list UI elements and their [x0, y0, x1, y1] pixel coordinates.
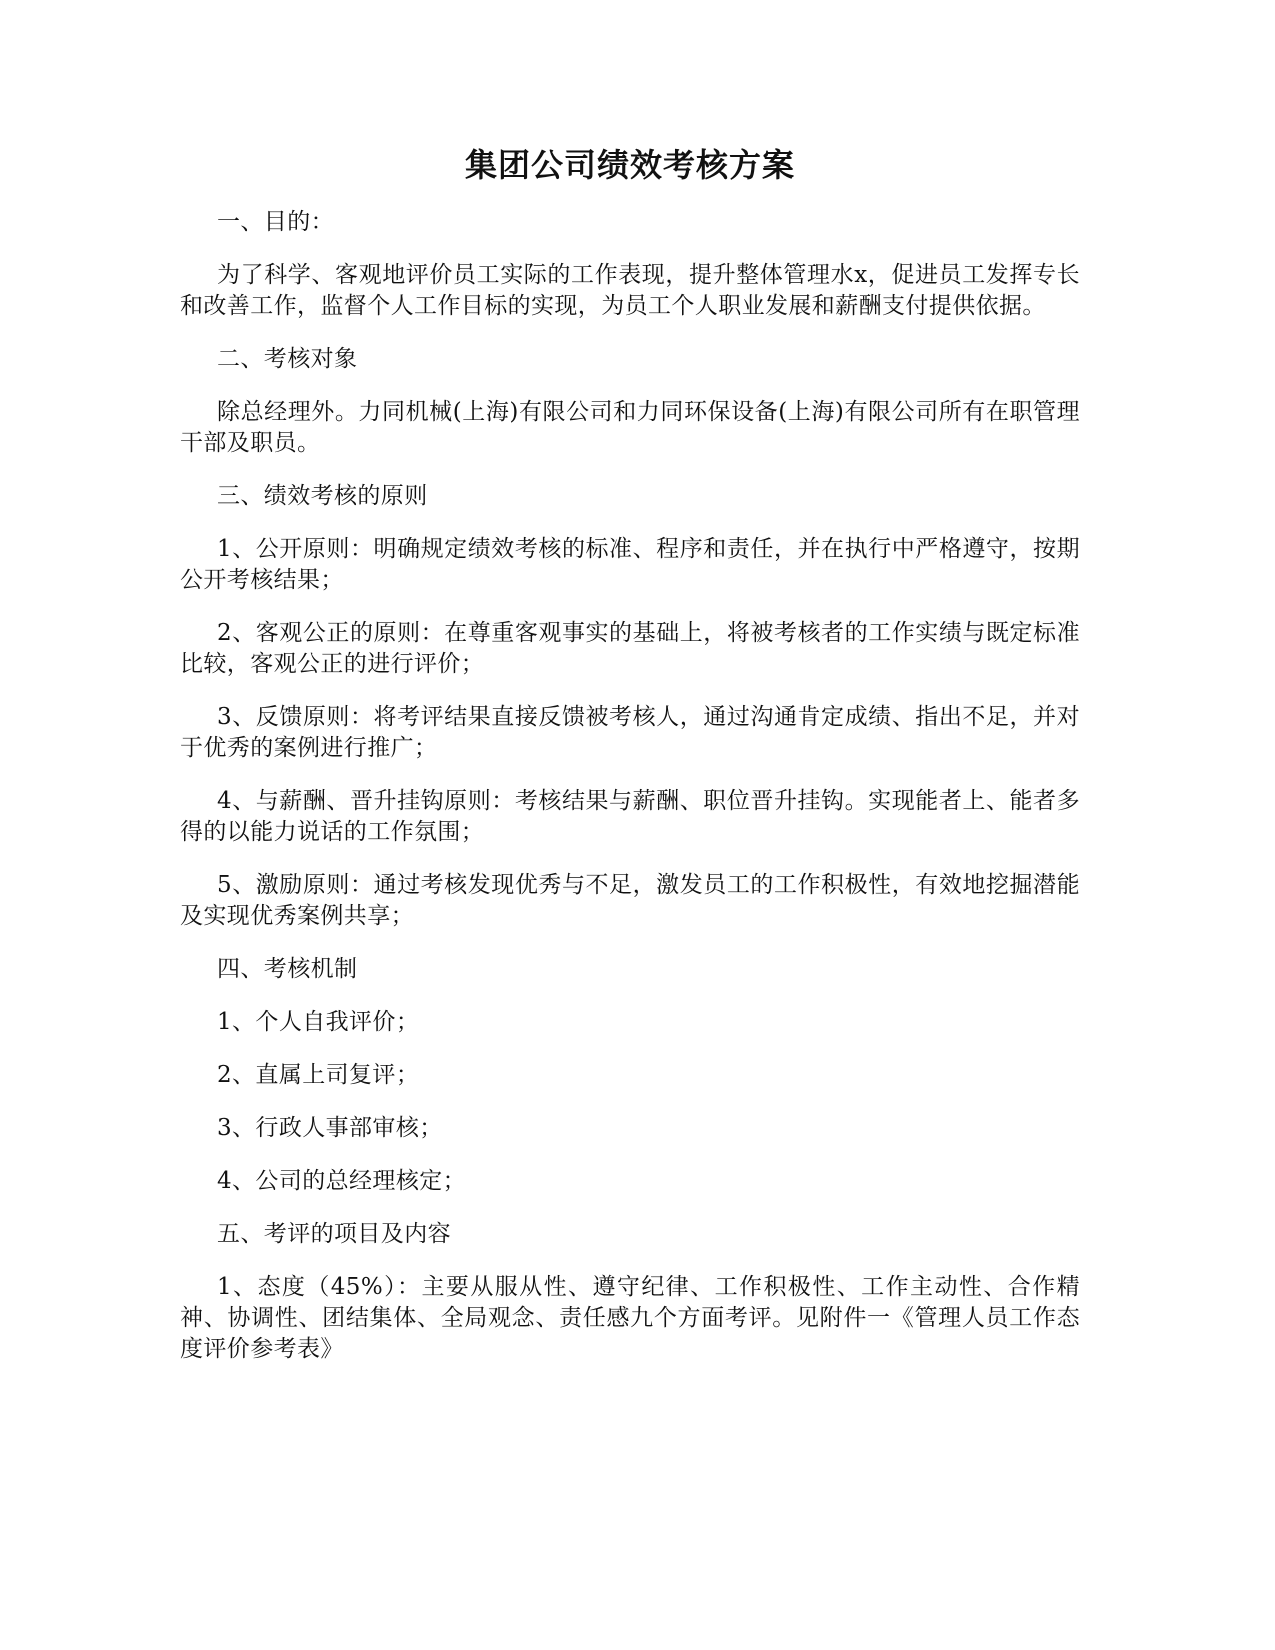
- heading-evaluation-items: 五、考评的项目及内容: [217, 1221, 451, 1247]
- principle-item: 1、公开原则：明确规定绩效考核的标准、程序和责任，并在执行中严格遵守，按期公开考核结果；: [180, 536, 1080, 593]
- paragraph-purpose: 为了科学、客观地评价员工实际的工作表现，提升整体管理水x，促进员工发挥专长和改善工作，监督个人工作目标的实现，为员工个人职业发展和薪酬支付提供依据。: [180, 262, 1080, 319]
- document-title: 集团公司绩效考核方案: [464, 146, 795, 184]
- principle-item: 2、客观公正的原则：在尊重客观事实的基础上，将被考核者的工作实绩与既定标准比较，客观公正的进行评价；: [180, 620, 1080, 677]
- mechanism-item: 1、个人自我评价；: [217, 1009, 420, 1035]
- paragraph-scope: 除总经理外。力同机械(上海)有限公司和力同环保设备(上海)有限公司所有在职管理干部及职员。: [180, 399, 1080, 456]
- mechanism-item: 3、行政人事部审核；: [217, 1115, 443, 1141]
- principle-item: 5、激励原则：通过考核发现优秀与不足，激发员工的工作积极性，有效地挖掘潜能及实现优秀案例共享；: [180, 872, 1080, 929]
- heading-mechanism: 四、考核机制: [217, 956, 358, 982]
- heading-scope: 二、考核对象: [217, 346, 358, 372]
- document-page: [180, 145, 1080, 1387]
- principle-item: 4、与薪酬、晋升挂钩原则：考核结果与薪酬、职位晋升挂钩。实现能者上、能者多得的以能力说话的工作氛围；: [180, 788, 1080, 845]
- principle-item: 3、反馈原则：将考评结果直接反馈被考核人，通过沟通肯定成绩、指出不足，并对于优秀的案例进行推广；: [180, 704, 1080, 761]
- mechanism-item: 4、公司的总经理核定；: [217, 1168, 467, 1194]
- heading-principles: 三、绩效考核的原则: [217, 483, 428, 509]
- heading-purpose: 一、目的：: [217, 209, 334, 235]
- mechanism-item: 2、直属上司复评；: [217, 1062, 420, 1088]
- evaluation-item: 1、态度（45%）：主要从服从性、遵守纪律、工作积极性、工作主动性、合作精神、协调性、团结集体、全局观念、责任感九个方面考评。见附件一《管理人员工作态度评价参考表》: [180, 1274, 1080, 1362]
